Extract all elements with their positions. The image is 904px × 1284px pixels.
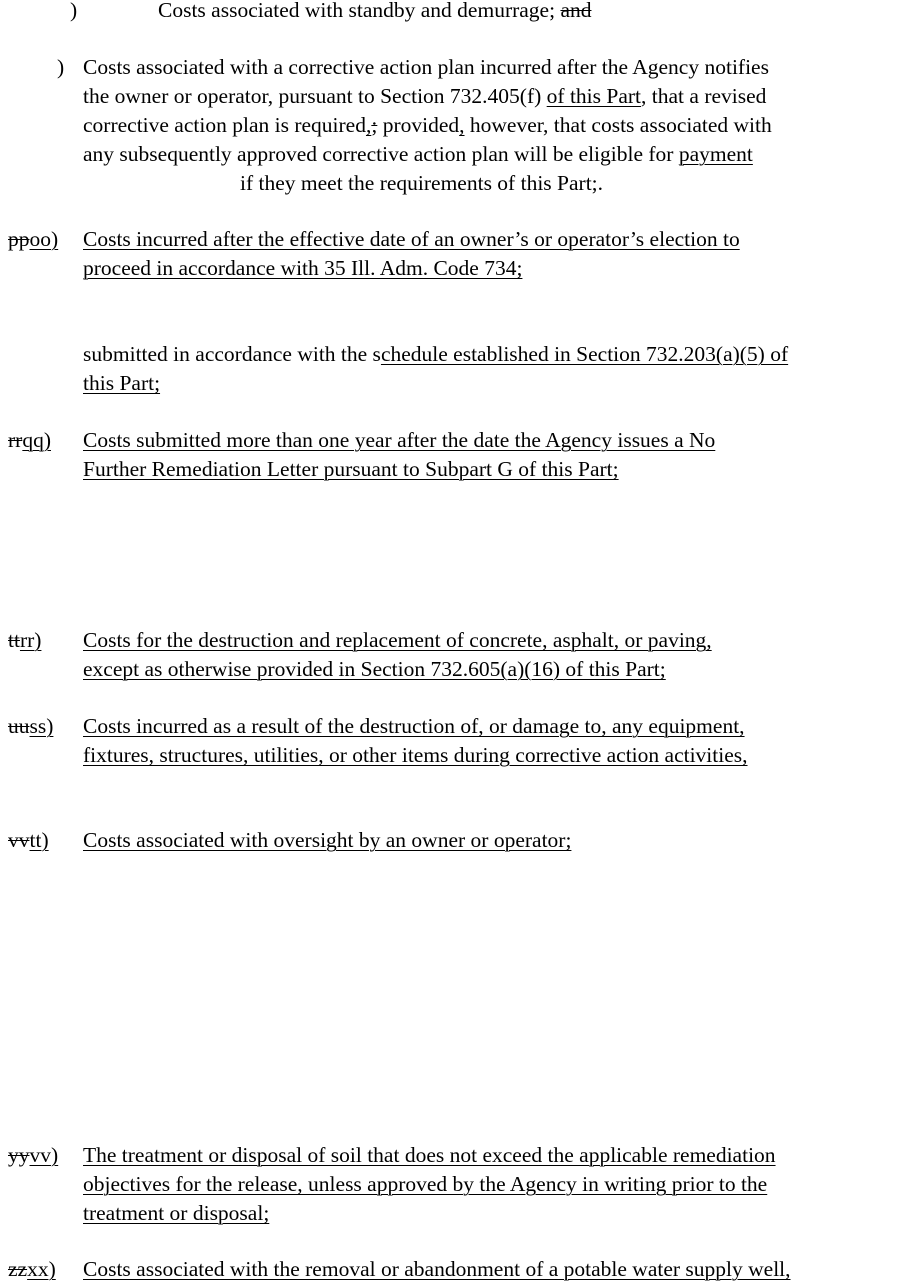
item-text-line: if they meet the requirements of this Part;. [240,171,604,195]
item-text-line: Costs incurred as a result of the destruction of, or damage to, any equipment, [83,714,745,738]
item-text-line: Costs associated with a corrective action plan incurred after the Agency notifies [83,55,769,79]
item-label: rrqq) [8,428,51,452]
item-text-line: The treatment or disposal of soil that does not exceed the applicable remediation [83,1143,776,1167]
item-text-line: this Part; [83,371,161,395]
item-text-line: Further Remediation Letter pursuant to Subpart G of this Part; [83,457,619,481]
item-label: ) [70,0,78,22]
item-text-line: fixtures, structures, utilities, or other items during corrective action activities, [83,743,748,767]
item-text-line: Costs associated with standby and demurrage; and [158,0,592,22]
item-text-line: the owner or operator, pursuant to Section 732.405(f) of this Part, that a revised [83,84,767,108]
item-text-line: Costs incurred after the effective date of an owner’s or operator’s election to [83,227,740,251]
item-text-line: treatment or disposal; [83,1201,270,1225]
item-label: zzxx) [8,1257,56,1281]
item-label: uuss) [8,714,54,738]
item-text-line: proceed in accordance with 35 Ill. Adm. Code 734; [83,256,523,280]
item-text-line: Costs associated with oversight by an owner or operator; [83,828,572,852]
item-label: vvtt) [8,828,49,852]
item-label: ) [57,55,65,79]
item-label: ppoo) [8,227,59,251]
item-text-line: corrective action plan is required,; provided, however, that costs associated with [83,113,772,137]
item-text-line: any subsequently approved corrective action plan will be eligible for payment [83,142,753,166]
item-text-line: Costs associated with the removal or abandonment of a potable water supply well, [83,1257,791,1281]
item-text-line: submitted in accordance with the schedule established in Section 732.203(a)(5) of [83,342,789,366]
item-label: yyvv) [8,1143,59,1167]
item-text-line: Costs submitted more than one year after the date the Agency issues a No [83,428,716,452]
item-label: ttrr) [8,628,42,652]
item-text-line: Costs for the destruction and replacement of concrete, asphalt, or paving, [83,628,712,652]
item-text-line: objectives for the release, unless approved by the Agency in writing prior to the [83,1172,768,1196]
item-text-line: except as otherwise provided in Section 732.605(a)(16) of this Part; [83,657,666,681]
